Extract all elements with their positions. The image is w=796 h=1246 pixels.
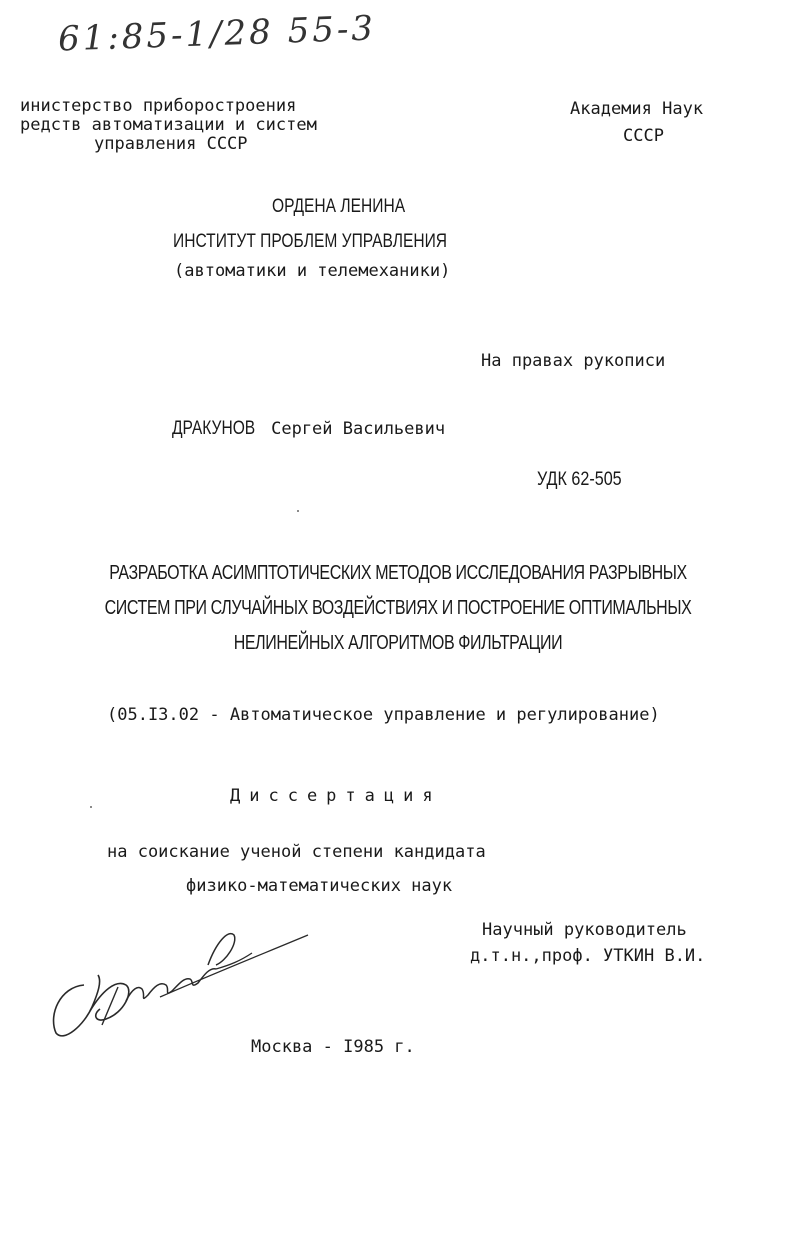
institute-order: ОРДЕНА ЛЕНИНА [272,196,406,217]
thesis-title-line-1: РАЗРАБОТКА АСИМПТОТИЧЕСКИХ МЕТОДОВ ИССЛЕДОВАНИЯ РАЗРЫВНЫХ [109,562,687,584]
degree-line-2: физико-математических наук [186,876,453,896]
author-given-names: Сергей Васильевич [271,419,446,439]
academy-line-2: СССР [623,126,664,146]
document-type: Диссертация [230,786,442,806]
author-name [172,418,445,440]
scan-speckle [90,806,92,808]
supervisor-role: Научный руководитель [482,920,687,940]
archive-handwritten-number: 61:85-1/28 55-3 [57,8,377,60]
academy-line-1: Академия Наук [570,99,704,119]
scan-speckle [297,510,299,512]
thesis-title-line-2: СИСТЕМ ПРИ СЛУЧАЙНЫХ ВОЗДЕЙСТВИЯХ И ПОСТРОЕНИЕ ОПТИМАЛЬНЫХ [104,597,692,619]
specialty-code: (05.I3.02 - Автоматическое управление и регулирование) [107,705,660,725]
udc-code: УДК 62-505 [537,469,622,490]
ministry-line-1: инистерство приборостроения [20,96,297,116]
degree-line-1: на соискание ученой степени кандидата [107,842,486,862]
manuscript-rights: На правах рукописи [481,351,666,371]
institute-name: ИНСТИТУТ ПРОБЛЕМ УПРАВЛЕНИЯ [173,231,448,252]
place-and-year: Москва - I985 г. [251,1037,415,1057]
institute-subtitle: (автоматики и телемеханики) [174,261,451,281]
author-surname: ДРАКУНОВ [172,418,256,439]
thesis-title-line-3: НЕЛИНЕЙНЫХ АЛГОРИТМОВ ФИЛЬТРАЦИИ [233,632,563,654]
supervisor-name: д.т.н.,проф. УТКИН В.И. [470,946,706,966]
ministry-line-3: управления СССР [94,134,248,154]
ministry-line-2: редств автоматизации и систем [20,115,317,135]
author-signature [40,915,320,1045]
